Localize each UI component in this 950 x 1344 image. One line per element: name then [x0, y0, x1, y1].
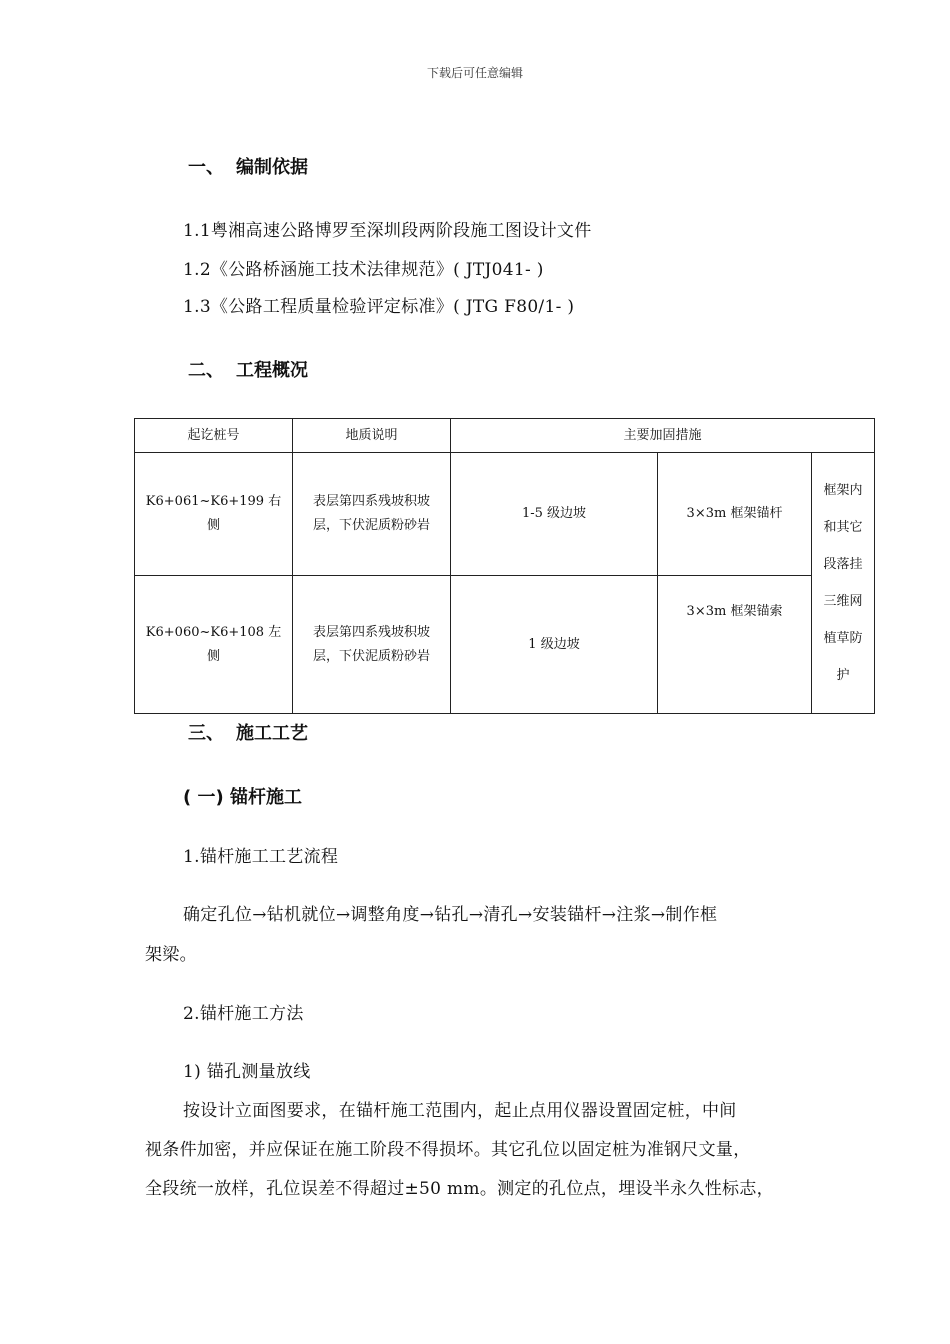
section-1-title: 编制依据: [236, 157, 308, 178]
section-3-heading: [188, 719, 308, 745]
section-2-title: 工程概况: [236, 360, 308, 381]
section-2-number: 二、: [188, 360, 224, 381]
cell-measure: 3×3m 框架锚杆: [658, 453, 812, 576]
table-row: [135, 453, 875, 576]
step-1-title: 1) 锚孔测量放线: [183, 1062, 311, 1082]
cell-slope: 1-5 级边坡: [451, 453, 658, 576]
basis-item-2: 1.2《公路桥涵施工技术法律规范》( JTJ041- ): [183, 260, 544, 280]
side-note-line: 框架内: [823, 483, 863, 498]
table-row: [135, 576, 875, 714]
side-note-line: 和其它: [823, 520, 863, 535]
geology-line-2: 层，下伏泥质粉砂岩: [312, 518, 430, 533]
cell-station: K6+060~K6+108 左侧: [135, 576, 293, 714]
paragraph-title-1: 1.锚杆施工工艺流程: [183, 847, 339, 867]
header-geology: 地质说明: [293, 419, 451, 453]
geology-line-1: 表层第四系残坡积坡: [312, 624, 430, 640]
section-3-number: 三、: [188, 723, 224, 744]
header-measures: 主要加固措施: [451, 419, 875, 453]
project-overview-table: [134, 418, 875, 714]
cell-geology: [293, 453, 451, 576]
cell-station: K6+061~K6+199 右侧: [135, 453, 293, 576]
paragraph-title-2: 2.锚杆施工方法: [183, 1004, 304, 1024]
table-header-row: [135, 419, 875, 453]
geology-line-1: 表层第四系残坡积坡: [312, 494, 430, 509]
geology-line-2: 层，下伏泥质粉砂岩: [312, 648, 430, 664]
cell-slope: 1 级边坡: [451, 576, 658, 714]
flow-line-2: 架梁。: [145, 945, 197, 965]
section-1-number: 一、: [188, 157, 224, 178]
section-1-heading: [188, 153, 308, 179]
header-note: 下载后可任意编辑: [426, 66, 523, 80]
basis-item-1: 1.1粤湘高速公路博罗至深圳段两阶段施工图设计文件: [183, 221, 592, 241]
cell-side-note: [812, 453, 875, 714]
cell-measure: 3×3m 框架锚索: [658, 576, 812, 714]
basis-item-3: 1.3《公路工程质量检验评定标准》( JTG F80/1- ): [183, 297, 575, 317]
paragraph-line-1: 按设计立面图要求，在锚杆施工范围内，起止点用仪器设置固定桩，中间: [183, 1101, 737, 1121]
cell-geology: [293, 576, 451, 714]
side-note-line: 植草防: [823, 631, 863, 646]
section-2-heading: [188, 356, 308, 382]
paragraph-line-3: 全段统一放样，孔位误差不得超过±50 mm。测定的孔位点，埋设半永久性标志，: [145, 1179, 774, 1199]
flow-line-1: 确定孔位→钻机就位→调整角度→钻孔→清孔→安装锚杆→注浆→制作框: [183, 905, 718, 925]
side-note-line: 段落挂: [823, 557, 863, 572]
header-station: 起讫桩号: [135, 419, 293, 453]
paragraph-line-2: 视条件加密，并应保证在施工阶段不得损坏。其它孔位以固定桩为准钢尺文量，: [145, 1140, 751, 1160]
side-note-line: 三维网: [823, 594, 863, 609]
side-note-line: 护: [836, 668, 850, 683]
section-3-title: 施工工艺: [236, 723, 308, 744]
subsection-title: ( 一) 锚杆施工: [183, 787, 302, 808]
